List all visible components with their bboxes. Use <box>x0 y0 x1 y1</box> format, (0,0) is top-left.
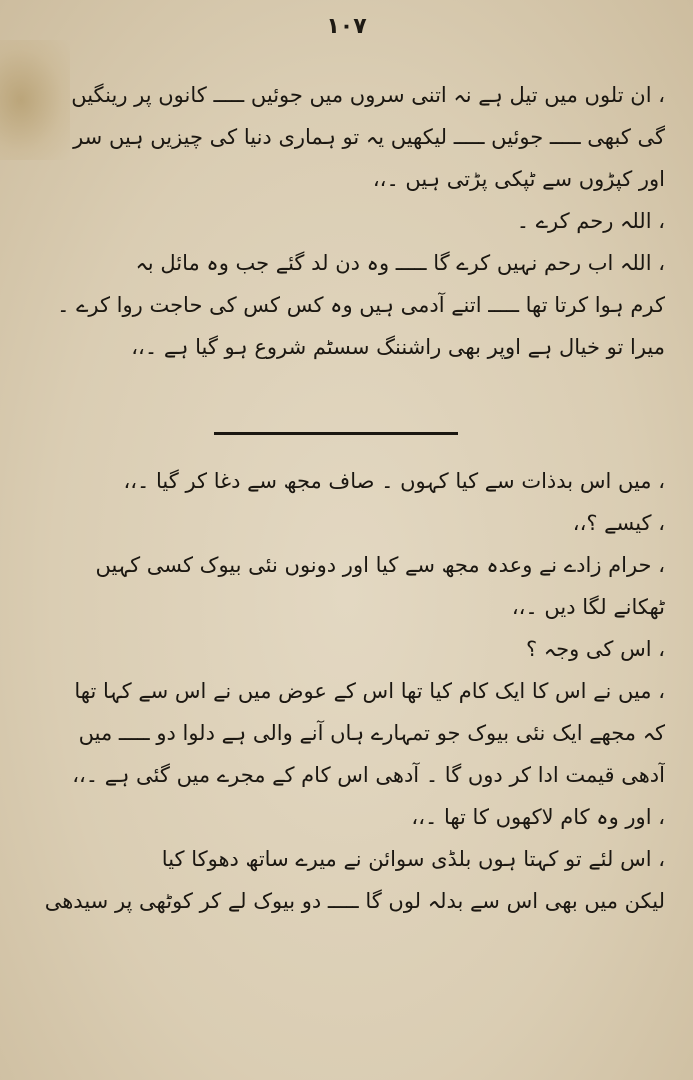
text-line: ٹھکانے لگا دیں ۔،، <box>511 595 665 619</box>
text-line: میرا تو خیال ہے اوپر بھی راشننگ سسٹم شروع ہو گیا ہے ۔،، <box>131 335 665 359</box>
text-line: ، میں نے اس کا ایک کام کیا تھا اس کے عوض میں نے اس سے کہا تھا <box>74 679 665 703</box>
text-line: اور کپڑوں سے ٹپکی پڑتی ہیں ۔،، <box>372 167 665 191</box>
text-line: کہ مجھے ایک نئی بیوک جو تمہارے ہاں آنے والی ہے دلوا دو ـــــ میں <box>78 721 665 745</box>
text-line: ، اس کی وجہ ؟ <box>525 637 665 661</box>
text-line: کرم ہوا کرتا تھا ـــــ اتنے آدمی ہیں وہ کس کس کی حاجت روا کرے ۔ <box>57 293 665 317</box>
text-line: گی کبھی ـــــ جوئیں ـــــ لیکھیں یہ تو ہماری دنیا کی چیزیں ہیں سر <box>73 125 665 149</box>
text-line: ، ان تلوں میں تیل ہے نہ اتنی سروں میں جوئیں ـــــ کانوں پر رینگیں <box>71 83 665 107</box>
text-line: ، اس لئے تو کہتا ہوں بلڈی سوائن نے میرے ساتھ دھوکا کیا <box>161 847 665 871</box>
text-line: ، اللہ اب رحم نہیں کرے گا ـــــ وہ دن لد گئے جب وہ مائل بہ <box>135 251 665 275</box>
text-line: ، حرام زادے نے وعدہ مجھ سے کیا اور دونوں نئی بیوک کسی کہیں <box>95 553 665 577</box>
text-line: ، کیسے ؟،، <box>572 511 665 535</box>
page-number: ۱۰۷ <box>326 14 367 39</box>
text-section-2 <box>25 460 665 922</box>
text-line: ، اور وہ کام لاکھوں کا تھا ۔،، <box>411 805 665 829</box>
section-divider <box>214 432 458 435</box>
text-line: ، اللہ رحم کرے ۔ <box>516 209 665 233</box>
text-line: لیکن میں بھی اس سے بدلہ لوں گا ـــــ دو بیوک لے کر کوٹھی پر سیدھی <box>44 889 665 913</box>
text-section-1 <box>25 74 665 368</box>
text-line: ، میں اس بدذات سے کیا کہوں ۔ صاف مجھ سے دغا کر گیا ۔،، <box>123 469 665 493</box>
text-line: آدھی قیمت ادا کر دوں گا ۔ آدھی اس کام کے مجرے میں گئی ہے ۔،، <box>72 763 665 787</box>
